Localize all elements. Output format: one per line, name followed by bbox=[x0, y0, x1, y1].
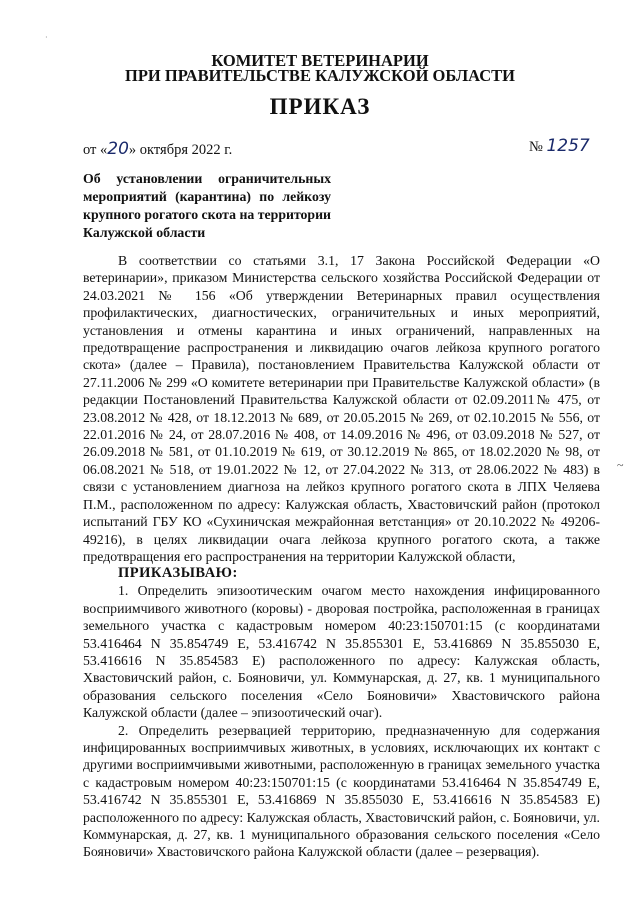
scan-speck: · bbox=[45, 33, 48, 42]
margin-pen-mark: ~ bbox=[617, 458, 624, 472]
date-suffix: » октября 2022 г. bbox=[128, 142, 233, 158]
order-item-2: 2. Определить резервацией территорию, предназначенную для содержания инфицированных восприимчивых животных, в условиях, исключающих их контакт с другими восприимчивыми животными, расположенную в границах земельного участка с кадастровым номером 40:23:150701:15 (с координатами 53.416464 N 35.854749 E, 53.416742 N 35.855301 E, 53.416869 N 35.855030 E, 53.416616 N 35.854583 E) расположенного по адресу: Калужская область, Хвастовичский район, с. Бояновичи, ул. Коммунарская, д. 27, кв. 1 муниципального образования сельского поселения «Село Бояновичи» Хвастовичского района Калужской области (далее – резервация). bbox=[83, 722, 600, 860]
document-subject: Об установлении ограничительных мероприятий (карантина) по лейкозу крупного рогатого скота на территории Калужской области bbox=[83, 171, 332, 240]
order-heading: ПРИКАЗЫВАЮ: bbox=[118, 565, 238, 582]
number-label: № bbox=[529, 139, 543, 155]
order-item-1: 1. Определить эпизоотическим очагом место нахождения инфицированного восприимчивого животного (коровы) - дворовая постройка, расположенная в границах земельного участка с кадастровым номером 40:23:150701:15 (с координатами 53.416464 N 35.854749 E, 53.416742 N 35.855301 E, 53.416869 N 35.855030 E, 53.416616 N 35.854583 E) расположенного по адресу: Калужская область, Хвастовичский район, с. Бояновичи, ул. Коммунарская, д. 27, кв. 1 муниципального образования сельского поселения «Село Бояновичи» Хвастовичского района Калужской области (далее – эпизоотический очаг). bbox=[83, 583, 600, 721]
date-prefix: от « bbox=[83, 142, 108, 158]
committee-name: КОМИТЕТ ВЕТЕРИНАРИИ bbox=[211, 51, 429, 70]
date-day-handwritten: 20 bbox=[107, 139, 129, 159]
document-date bbox=[83, 139, 232, 159]
committee-subtitle: ПРИ ПРАВИТЕЛЬСТВЕ КАЛУЖСКОЙ ОБЛАСТИ bbox=[125, 66, 515, 85]
preamble-paragraph: В соответствии со статьями 3.1, 17 Закона Российской Федерации «О ветеринарии», приказом Министерства сельского хозяйства Российской Федерации от 24.03.2021 № 156 «Об утверждении Ветеринарных правил осуществления профилактических, диагностических, ограничительных и иных мероприятий, установления и отмены карантина и иных ограничений, направленных на предотвращение распространения и ликвидацию очагов лейкоза крупного рогатого скота» (далее – Правила), постановлением Правительства Калужской области от 27.11.2006 № 299 «О комитете ветеринарии при Правительстве Калужской области» (в редакции Постановлений Правительства Калужской области от 02.09.2011№ 475, от 23.08.2012 № 428, от 18.12.2013 № 689, от 20.05.2015 № 269, от 02.10.2015 № 556, от 22.01.2016 № 24, от 28.07.2016 № 408, от 14.09.2016 № 496, от 03.09.2018 № 527, от 26.09.2018 № 581, от 01.10.2019 № 619, от 30.12.2019 № 865, от 18.02.2020 № 98, от 06.08.2021 № 518, от 19.01.2022 № 12, от 27.04.2022 № 313, от 28.06.2022 № 483) в связи с установлением диагноза на лейкоз крупного рогатого скота в ЛПХ Челяева П.М., расположенном по адресу: Калужская область, Хвастовичский район (протокол испытаний ГБУ КО «Сухиничская межрайонная ветстанция» от 20.10.2022 № 49206-49216), в целях ликвидации очага лейкоза крупного рогатого скота, а также предотвращения его распространения на территории Калужской области, bbox=[83, 253, 600, 564]
document-title: ПРИКАЗ bbox=[269, 94, 371, 119]
number-handwritten: 1257 bbox=[546, 136, 590, 156]
document-body bbox=[83, 252, 600, 861]
document-number bbox=[529, 136, 590, 156]
